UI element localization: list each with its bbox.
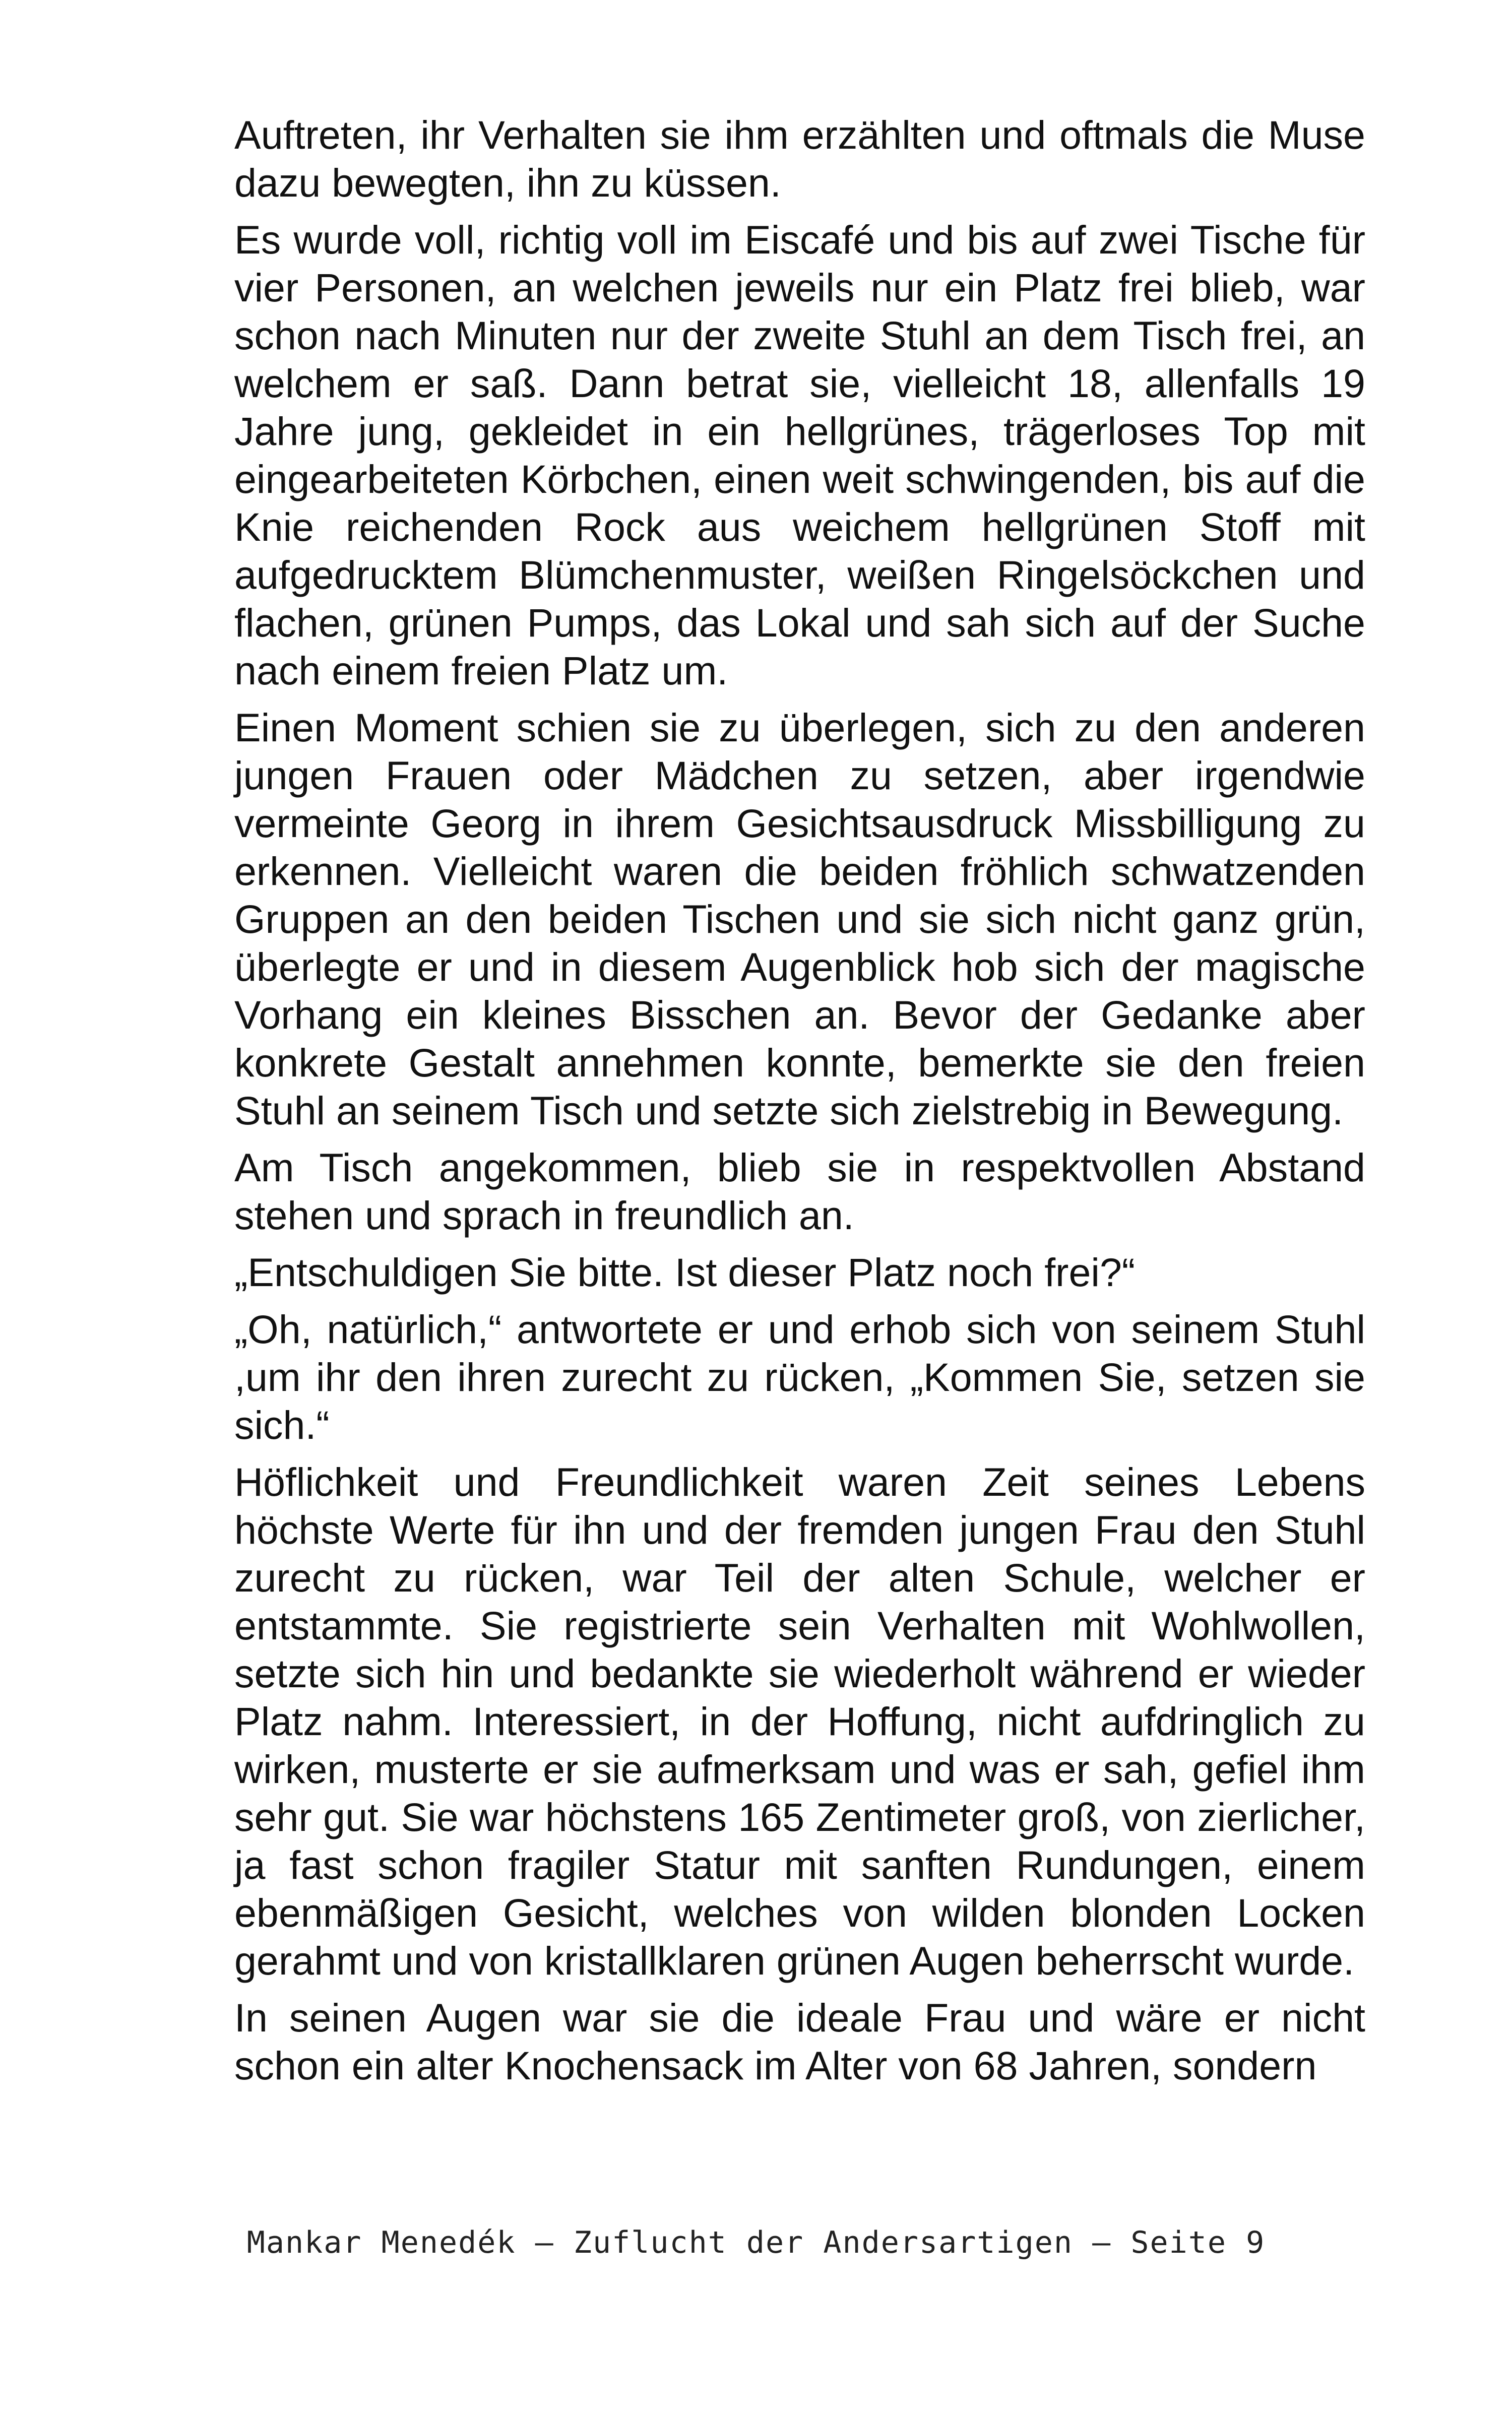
paragraph: In seinen Augen war sie die ideale Frau und wäre er nicht schon ein alter Knochensack im Alter von 68 Jahren, sondern [234,1995,1365,2088]
page-footer: Mankar Menedék – Zuflucht der Andersartigen – Seite 9 [246,2225,1266,2260]
paragraph: Es wurde voll, richtig voll im Eiscafé und bis auf zwei Tische für vier Personen, an welchen jeweils nur ein Platz frei blieb, war schon nach Minuten nur der zweite Stuhl an dem Tisch frei, an welchem er saß. Dann betrat sie, vielleicht 18, allenfalls 19 Jahre jung, gekleidet in ein hellgrünes, trägerloses Top mit eingearbeiteten Körbchen, einen weit schwingenden, bis auf die Knie reichenden Rock aus weichem hellgrünen Stoff mit aufgedrucktem Blümchenmuster, weißen Ringelsöckchen und flachen, grünen Pumps, das Lokal und sah sich auf der Suche nach einem freien Platz um. [234,217,1365,693]
paragraph: Auftreten, ihr Verhalten sie ihm erzählten und oftmals die Muse dazu bewegten, ihn zu küssen. [234,112,1365,205]
body-text [234,111,1365,2098]
paragraph: Einen Moment schien sie zu überlegen, sich zu den anderen jungen Frauen oder Mädchen zu setzen, aber irgendwie vermeinte Georg in ihrem Gesichtsausdruck Missbilligung zu erkennen. Vielleicht waren die beiden fröhlich schwatzenden Gruppen an den beiden Tischen und sie sich nicht ganz grün, überlegte er und in diesem Augenblick hob sich der magische Vorhang ein kleines Bisschen an. Bevor der Gedanke aber konkrete Gestalt annehmen konnte, bemerkte sie den freien Stuhl an seinem Tisch und setzte sich zielstrebig in Bewegung. [234,705,1365,1133]
paragraph: „Oh, natürlich,“ antwortete er und erhob sich von seinem Stuhl ,um ihr den ihren zurecht zu rücken, „Kommen Sie, setzen sie sich.“ [234,1307,1365,1447]
paragraph: „Entschuldigen Sie bitte. Ist dieser Platz noch frei?“ [234,1250,1136,1295]
paragraph: Höflichkeit und Freundlichkeit waren Zeit seines Lebens höchste Werte für ihn und der fremden jungen Frau den Stuhl zurecht zu rücken, war Teil der alten Schule, welcher er entstammte. Sie registrierte sein Verhalten mit Wohlwollen, setzte sich hin und bedankte sie wiederholt während er wieder Platz nahm. Interessiert, in der Hoffung, nicht aufdringlich zu wirken, musterte er sie aufmerksam und was er sah, gefiel ihm sehr gut. Sie war höchstens 165 Zentimeter groß, von zierlicher, ja fast schon fragiler Statur mit sanften Rundungen, einem ebenmäßigen Gesicht, welches von wilden blonden Locken gerahmt und von kristallklaren grünen Augen beherrscht wurde. [234,1459,1365,1983]
paragraph: Am Tisch angekommen, blieb sie in respektvollen Abstand stehen und sprach in freundlich an. [234,1145,1365,1238]
